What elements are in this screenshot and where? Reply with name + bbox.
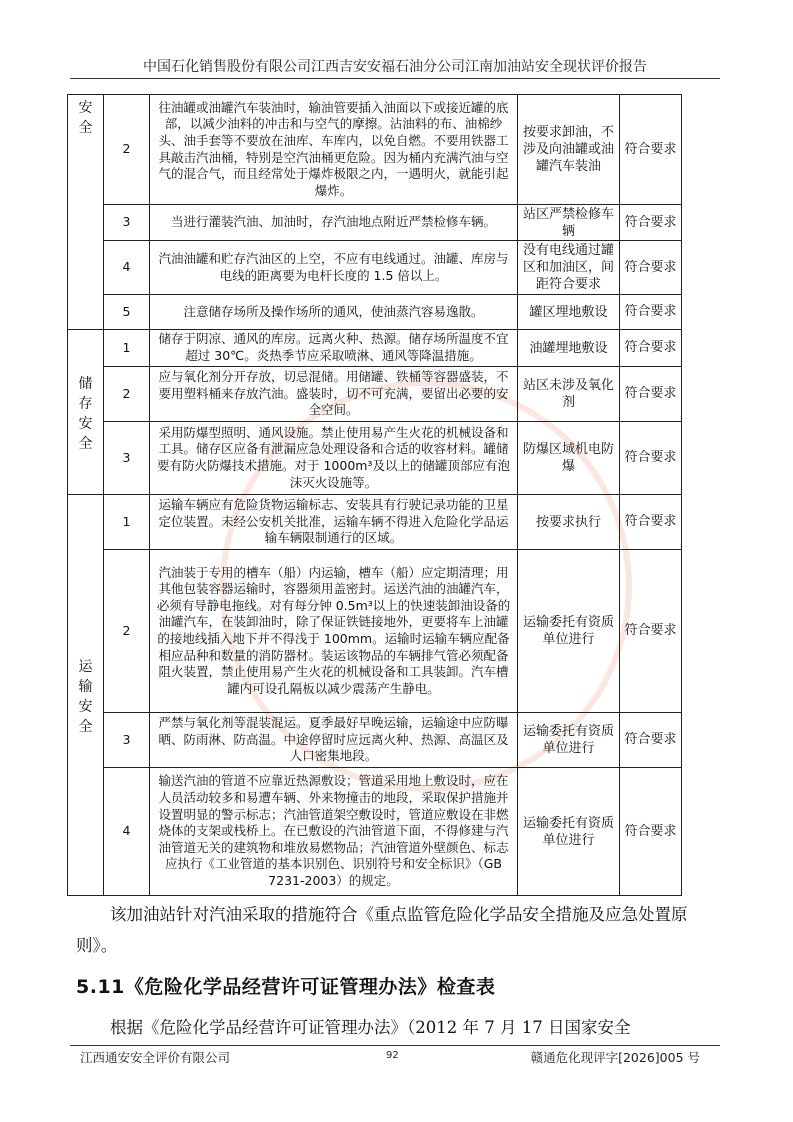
result-text: 符合要求 xyxy=(620,495,682,550)
requirement-text: 运输车辆应有危险货物运输标志、安装具有行驶记录功能的卫星定位装置。未经公安机关批准，运输车辆不得进入危险化学品运输车辆限制通行的区域。 xyxy=(150,495,518,550)
row-number: 2 xyxy=(104,95,150,205)
measure-text: 防爆区域机电防爆 xyxy=(518,422,620,495)
header-rule xyxy=(70,78,720,79)
page-header: 中国石化销售股份有限公司江西吉安安福石油分公司江南加油站安全现状评价报告 xyxy=(143,59,647,75)
result-text: 符合要求 xyxy=(620,205,682,241)
row-number: 1 xyxy=(104,330,150,367)
footer-rule xyxy=(70,1045,720,1046)
section-title: 5.11《危险化学品经营许可证管理办法》检查表 xyxy=(76,976,496,998)
result-text: 符合要求 xyxy=(620,550,682,713)
requirement-text: 应与氧化剂分开存放，切忌混储。用储罐、铁桶等容器盛装，不要用塑料桶来存放汽油。盛装时，切不可充满，要留出必要的安全空间。 xyxy=(150,367,518,422)
requirement-text: 当进行灌装汽油、加油时，存汽油地点附近严禁检修车辆。 xyxy=(150,205,518,241)
row-number: 4 xyxy=(104,768,150,896)
measure-text: 罐区埋地敷设 xyxy=(518,295,620,330)
measure-text: 运输委托有资质单位进行 xyxy=(518,768,620,896)
category-cell: 运 输 安 全 xyxy=(68,495,104,896)
requirement-text: 严禁与氧化剂等混装混运。夏季最好早晚运输，运输途中应防曝晒、防雨淋、防高温。中途停留时应远离火种、热源、高温区及人口密集地段。 xyxy=(150,713,518,768)
conclusion-paragraph: 该加油站针对汽油采取的措施符合《重点监管危险化学品安全措施及应急处置原则》。 xyxy=(76,905,688,955)
measure-text: 油罐埋地敷设 xyxy=(518,330,620,367)
row-number: 1 xyxy=(104,495,150,550)
row-number: 2 xyxy=(104,367,150,422)
table-row xyxy=(68,495,682,550)
result-text: 符合要求 xyxy=(620,295,682,330)
safety-checklist-table xyxy=(67,94,681,896)
requirement-text: 汽油油罐和贮存汽油区的上空，不应有电线通过。油罐、库房与电线的距离要为电杆长度的 1.5 倍以上。 xyxy=(150,241,518,295)
row-number: 4 xyxy=(104,241,150,295)
measure-text: 按要求卸油，不涉及向油罐或油罐汽车装油 xyxy=(518,95,620,205)
table-row xyxy=(68,550,682,713)
measure-text: 没有电线通过罐区和加油区，间距符合要求 xyxy=(518,241,620,295)
table-row xyxy=(68,768,682,896)
table-row xyxy=(68,295,682,330)
row-number: 2 xyxy=(104,550,150,713)
intro-paragraph: 根据《危险化学品经营许可证管理办法》（2012 年 7 月 17 日国家安全 xyxy=(110,1018,631,1037)
table-row xyxy=(68,367,682,422)
row-number: 5 xyxy=(104,295,150,330)
result-text: 符合要求 xyxy=(620,330,682,367)
requirement-text: 汽油装于专用的槽车（船）内运输，槽车（船）应定期清理；用其他包装容器运输时，容器须用盖密封。运送汽油的油罐汽车，必须有导静电拖线。对有每分钟 0.5m³以上的快速装卸油设备的油罐汽车，在装卸油时，除了保证铁链接地外，更要将车上油罐的接地线插入地下并不得浅于 100mm。运输时运输车辆应配备相应品种和数量的消防器材。装运该物品的车辆排气管必须配备阻火装置，禁止使用易产生火花的机械设备和工具装卸。汽车槽罐内可设孔隔板以减少震荡产生静电。 xyxy=(150,550,518,713)
category-cell: 安 全 xyxy=(68,95,104,330)
measure-text: 按要求执行 xyxy=(518,495,620,550)
page-number: 92 xyxy=(386,1050,399,1061)
measure-text: 运输委托有资质单位进行 xyxy=(518,713,620,768)
result-text: 符合要求 xyxy=(620,713,682,768)
requirement-text: 采用防爆型照明、通风设施。禁止使用易产生火花的机械设备和工具。储存区应备有泄漏应急处理设备和合适的收容材料。罐储要有防火防爆技术措施。对于 1000m³及以上的储罐顶部应有泡沫灭火设施等。 xyxy=(150,422,518,495)
result-text: 符合要求 xyxy=(620,95,682,205)
category-cell: 储 存 安 全 xyxy=(68,330,104,495)
result-text: 符合要求 xyxy=(620,367,682,422)
measure-text: 站区严禁检修车辆 xyxy=(518,205,620,241)
requirement-text: 往油罐或油罐汽车装油时，输油管要插入油面以下或接近罐的底部，以减少油料的冲击和与空气的摩擦。沾油料的布、油棉纱头、油手套等不要放在油库、车库内，以免自燃。不要用铁器工具敲击汽油桶，特别是空汽油桶更危险。因为桶内充满汽油与空气的混合气，而且经常处于爆炸极限之内，一遇明火，就能引起爆炸。 xyxy=(150,95,518,205)
table-row xyxy=(68,713,682,768)
table-row xyxy=(68,205,682,241)
result-text: 符合要求 xyxy=(620,422,682,495)
result-text: 符合要求 xyxy=(620,241,682,295)
table-row xyxy=(68,95,682,205)
requirement-text: 注意储存场所及操作场所的通风，使油蒸汽容易逸散。 xyxy=(150,295,518,330)
footer-doc-number: 赣通危化现评字[2026]005 号 xyxy=(530,1050,700,1065)
requirement-text: 输送汽油的管道不应靠近热源敷设；管道采用地上敷设时，应在人员活动较多和易遭车辆、外来物撞击的地段，采取保护措施并设置明显的警示标志；汽油管道架空敷设时，管道应敷设在非燃烧体的支架或栈桥上。在已敷设的汽油管道下面，不得修建与汽油管道无关的建筑物和堆放易燃物品；汽油管道外壁颜色、标志应执行《工业管道的基本识别色、识别符号和安全标识》（GB 7231-2003）的规定。 xyxy=(150,768,518,896)
footer-company: 江西通安安全评价有限公司 xyxy=(80,1050,231,1065)
row-number: 3 xyxy=(104,205,150,241)
row-number: 3 xyxy=(104,713,150,768)
table-row xyxy=(68,422,682,495)
measure-text: 站区未涉及氧化剂 xyxy=(518,367,620,422)
result-text: 符合要求 xyxy=(620,768,682,896)
requirement-text: 储存于阴凉、通风的库房。远离火种、热源。储存场所温度不宜超过 30℃。炎热季节应采取喷淋、通风等降温措施。 xyxy=(150,330,518,367)
table-row xyxy=(68,330,682,367)
measure-text: 运输委托有资质单位进行 xyxy=(518,550,620,713)
table-row xyxy=(68,241,682,295)
row-number: 3 xyxy=(104,422,150,495)
